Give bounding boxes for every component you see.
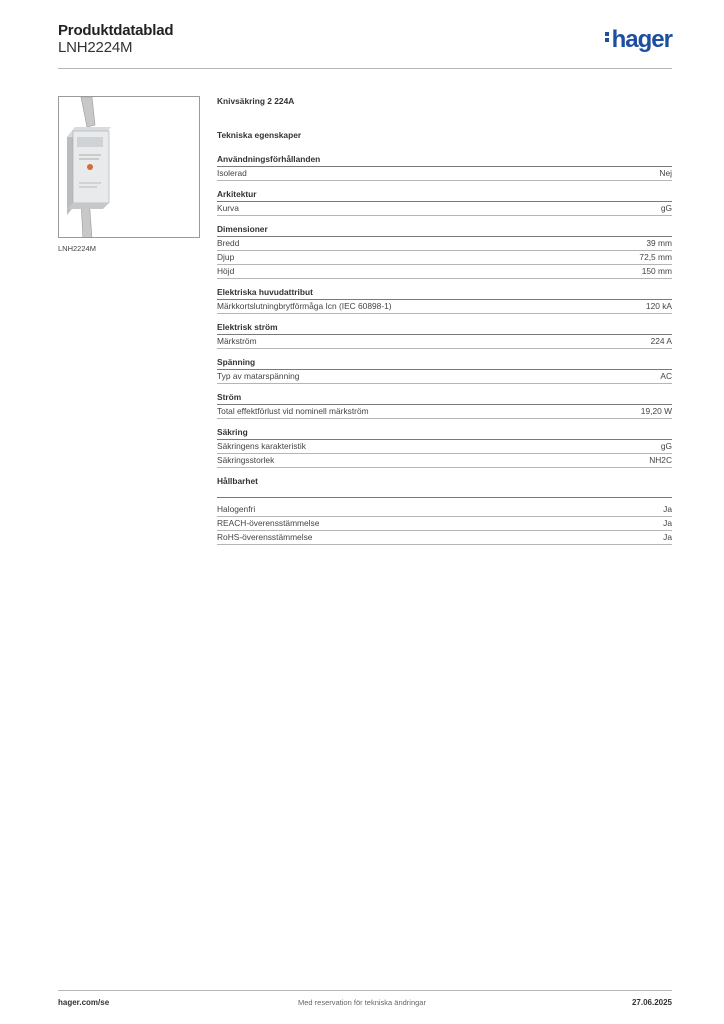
spec-value: 39 mm xyxy=(646,238,672,248)
logo-dots-icon xyxy=(605,30,610,44)
footer-disclaimer: Med reservation för tekniska ändringar xyxy=(298,998,426,1007)
spec-value: 19,20 W xyxy=(640,406,672,416)
logo-text: hager xyxy=(611,26,672,53)
spec-value: NH2C xyxy=(649,455,672,465)
spec-row xyxy=(217,251,672,265)
spec-label: Total effektförlust vid nominell märkström xyxy=(217,406,369,416)
section-fuse xyxy=(217,427,672,468)
spec-row xyxy=(217,405,672,419)
spec-value: gG xyxy=(660,203,672,213)
section-usage xyxy=(217,154,672,181)
section-power xyxy=(217,392,672,419)
section-heading: Elektriska huvudattribut xyxy=(217,287,672,300)
spec-row xyxy=(217,167,672,181)
document-title: Produktdatablad xyxy=(58,22,174,39)
spec-label: Märkkortslutningbrytförmåga Icn (IEC 60898-1) xyxy=(217,301,392,311)
section-electrical-current xyxy=(217,322,672,349)
section-dimensions xyxy=(217,224,672,279)
spec-label: RoHS-överensstämmelse xyxy=(217,532,313,542)
spec-row xyxy=(217,335,672,349)
specs-heading: Tekniska egenskaper xyxy=(217,130,302,140)
spec-label: Märkström xyxy=(217,336,257,346)
hager-logo xyxy=(605,28,672,52)
spec-label: Isolerad xyxy=(217,168,247,178)
section-heading: Dimensioner xyxy=(217,224,672,237)
spec-value: gG xyxy=(660,441,672,451)
spec-row xyxy=(217,202,672,216)
spec-value: Nej xyxy=(659,168,672,178)
section-heading: Elektrisk ström xyxy=(217,322,672,335)
image-caption: LNH2224M xyxy=(58,244,96,253)
spec-row xyxy=(217,454,672,468)
fuse-product-photo-icon xyxy=(59,97,200,238)
spec-value: 72,5 mm xyxy=(639,252,672,262)
section-architecture xyxy=(217,189,672,216)
section-heading: Arkitektur xyxy=(217,189,672,202)
spec-value: AC xyxy=(660,371,672,381)
product-code: LNH2224M xyxy=(58,39,133,56)
spec-label: Halogenfri xyxy=(217,504,256,514)
spec-value: 120 kA xyxy=(645,301,672,311)
section-sustainability xyxy=(217,476,672,545)
section-heading: Säkring xyxy=(217,427,672,440)
section-heading: Ström xyxy=(217,392,672,405)
spec-row xyxy=(217,503,672,517)
spec-value: Ja xyxy=(663,518,672,528)
section-heading: Spänning xyxy=(217,357,672,370)
specifications xyxy=(217,96,672,553)
section-heading: Hållbarhet xyxy=(217,476,672,498)
spec-row xyxy=(217,265,672,279)
footer-divider xyxy=(58,990,672,991)
footer-website-link[interactable]: hager.com/se xyxy=(58,998,110,1007)
spec-row xyxy=(217,517,672,531)
footer-date: 27.06.2025 xyxy=(631,998,672,1007)
spec-value: Ja xyxy=(663,504,672,514)
product-name: Knivsäkring 2 224A xyxy=(217,96,295,106)
spec-row xyxy=(217,237,672,251)
spec-row xyxy=(217,531,672,545)
spec-row xyxy=(217,440,672,454)
spec-value: Ja xyxy=(663,532,672,542)
product-image xyxy=(58,96,200,238)
section-electrical-main xyxy=(217,287,672,314)
spec-value: 150 mm xyxy=(641,266,672,276)
spec-label: Säkringens karakteristik xyxy=(217,441,306,451)
spec-label: Typ av matarspänning xyxy=(217,371,300,381)
spec-label: Bredd xyxy=(217,238,240,248)
spec-label: Kurva xyxy=(217,203,239,213)
spec-row xyxy=(217,370,672,384)
spec-label: Säkringsstorlek xyxy=(217,455,275,465)
spec-value: 224 A xyxy=(650,336,672,346)
header-divider xyxy=(58,68,672,69)
section-voltage xyxy=(217,357,672,384)
spec-row xyxy=(217,300,672,314)
spec-label: Höjd xyxy=(217,266,235,276)
section-heading: Användningsförhållanden xyxy=(217,154,672,167)
spec-label: REACH-överensstämmelse xyxy=(217,518,320,528)
spec-label: Djup xyxy=(217,252,235,262)
